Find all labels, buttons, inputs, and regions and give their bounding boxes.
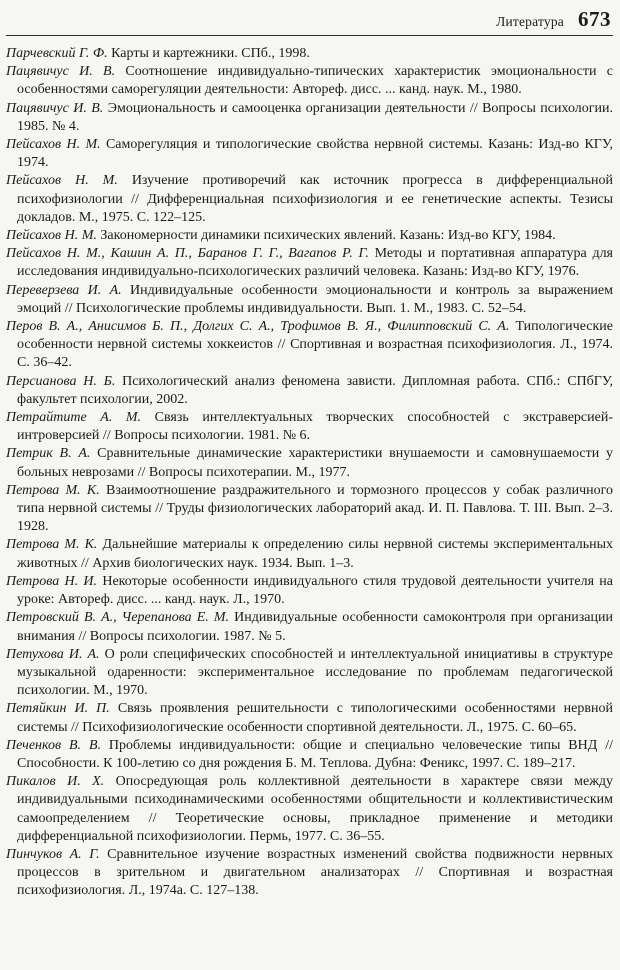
entry-authors: Перов В. А., Анисимов Б. П., Долгих С. А., Трофимов В. Я., Филипповский С. А. xyxy=(6,319,510,335)
bibliography-entry xyxy=(6,245,613,281)
entry-authors: Петрова Н. И. xyxy=(6,573,98,589)
entry-text: Карты и картежники. СПб., 1998. xyxy=(107,46,310,61)
bibliography-entry xyxy=(6,445,613,481)
entry-text: Изучение противоречий как источник прогресса в дифференциальной психофизиологии // Дифференциальная психофизиология и ее генетические аспекты. Тезисы докладов. М., 1975. С. 122–125. xyxy=(17,173,613,225)
entry-text: Дальнейшие материалы к определению силы нервной системы экспериментальных животных // Архив биологических наук. 1934. Вып. 1–3. xyxy=(17,537,613,571)
page-header xyxy=(6,7,613,32)
entry-authors: Петрайтите А. М. xyxy=(6,410,142,426)
entry-text: Типологические особенности нервной системы хоккеистов // Спортивная и возрастная психофизиология. Л., 1974. С. 36–42. xyxy=(17,319,613,371)
page-number: 673 xyxy=(578,7,611,31)
bibliography-entry xyxy=(6,373,613,409)
bibliography-entry xyxy=(6,172,613,227)
entry-authors: Пацявичус И. В. xyxy=(6,64,116,80)
bibliography-entry xyxy=(6,318,613,373)
bibliography-entry xyxy=(6,700,613,736)
entry-authors: Пикалов И. Х. xyxy=(6,774,105,790)
entry-text: Связь интеллектуальных творческих способностей с экстраверсией-интроверсией // Вопросы психологии. 1981. № 6. xyxy=(17,410,613,444)
entry-text: Некоторые особенности индивидуального стиля трудовой деятельности учителя на уроке: Автореф. дисс. ... канд. наук. Л., 1970. xyxy=(17,573,614,608)
entry-authors: Пейсахов Н. М. xyxy=(6,137,101,153)
bibliography-entry xyxy=(6,409,613,445)
bibliography-list xyxy=(6,45,613,901)
entry-authors: Печенков В. В. xyxy=(6,737,102,753)
entry-authors: Персианова Н. Б. xyxy=(6,373,116,389)
entry-authors: Пейсахов Н. М., Кашин А. П., Баранов Г. Г., Вагапов Р. Г. xyxy=(6,246,369,262)
entry-text: Психологический анализ феномена зависти. Дипломная работа. СПб.: СПбГУ, факультет психологии, 2002. xyxy=(17,373,613,407)
entry-text: Соотношение индивидуально-типических характеристик эмоциональности с особенностями саморегуляции деятельности: Автореф. дисс. ... канд. наук. М., 1980. xyxy=(17,64,613,98)
header-rule xyxy=(6,35,613,36)
entry-authors: Петяйкин И. П. xyxy=(6,701,110,717)
bibliography-entry xyxy=(6,646,613,701)
entry-text: Сравнительное изучение возрастных изменений свойства подвижности нервных процессов в зрительном и двигательном анализаторах // Спортивная и возрастная психофизиология. Л., 1974а. С. 127–138. xyxy=(17,846,613,899)
bibliography-entry xyxy=(6,45,613,63)
entry-text: Проблемы индивидуальности: общие и специально человеческие типы ВНД // Способности. К 100-летию со дня рождения Б. М. Теплова. Дубна: Феникс, 1997. С. 189–217. xyxy=(17,737,613,771)
entry-text: Индивидуальные особенности самоконтроля при организации внимания // Вопросы психологии. 1987. № 5. xyxy=(17,610,613,644)
entry-authors: Петровский В. А., Черепанова Е. М. xyxy=(6,610,230,626)
bibliography-entry xyxy=(6,63,613,99)
running-head: Литература xyxy=(496,14,564,29)
entry-authors: Пейсахов Н. М. xyxy=(6,228,97,244)
entry-text: Опосредующая роль коллективной деятельности в характере связи между индивидуальными психодинамическими особенностями общительности и коллективистическим самоопределением // Теоретические основы, прикладное применение и методики дифференциальной психофизиологии. Пермь, 1977. С. 36–55. xyxy=(17,774,613,844)
entry-text: О роли специфических способностей и интеллектуальной инициативы в структуре музыкальной одаренности: экспериментальное исследование по проблемам педагогической психологии. М., 1970. xyxy=(17,646,613,699)
entry-authors: Парчевский Г. Ф. xyxy=(6,46,108,61)
entry-authors: Пейсахов Н. М. xyxy=(6,173,118,189)
entry-text: Связь проявления решительности с типологическими особенностями нервной системы // Психофизиологические особенности спортивной деятельности. Л., 1975. С. 60–65. xyxy=(17,701,613,735)
entry-authors: Петрик В. А. xyxy=(6,446,91,462)
bibliography-entry xyxy=(6,737,613,773)
bibliography-entry xyxy=(6,282,613,318)
bibliography-entry xyxy=(6,227,613,245)
entry-authors: Переверзева И. А. xyxy=(6,282,122,298)
bibliography-entry xyxy=(6,846,613,901)
bibliography-entry xyxy=(6,482,613,537)
entry-authors: Пинчуков А. Г. xyxy=(6,846,100,862)
entry-text: Методы и портативная аппаратура для исследования индивидуально-психологических различий человека. Казань: Изд-во КГУ, 1976. xyxy=(17,246,613,280)
entry-text: Эмоциональность и самооценка организации деятельности // Вопросы психологии. 1985. № 4. xyxy=(17,100,613,134)
entry-text: Саморегуляция и типологические свойства нервной системы. Казань: Изд-во КГУ, 1974. xyxy=(17,137,613,171)
entry-authors: Петрова М. К. xyxy=(6,482,100,498)
bibliography-entry xyxy=(6,609,613,645)
entry-text: Индивидуальные особенности эмоциональности и контроль за выражением эмоций // Психологические проблемы индивидуальности. Вып. 1. М., 1983. С. 52–54. xyxy=(17,282,613,316)
entry-authors: Петухова И. А. xyxy=(6,646,100,662)
bibliography-entry xyxy=(6,536,613,572)
entry-authors: Петрова М. К. xyxy=(6,537,98,553)
entry-text: Взаимоотношение раздражительного и тормозного процессов у собак различного типа нервной системы // Труды физиологических лабораторий акад. И. П. Павлова. Т. III. Вып. 2–3. 1928. xyxy=(17,482,613,535)
bibliography-entry xyxy=(6,573,613,609)
entry-authors: Пацявичус И. В. xyxy=(6,100,104,116)
bibliography-entry xyxy=(6,136,613,172)
entry-text: Сравнительные динамические характеристики внушаемости и самовнушаемости у больных неврозами // Вопросы психотерапии. М., 1977. xyxy=(17,446,613,480)
bibliography-entry xyxy=(6,100,613,136)
entry-text: Закономерности динамики психических явлений. Казань: Изд-во КГУ, 1984. xyxy=(96,228,556,244)
bibliography-entry xyxy=(6,773,613,846)
